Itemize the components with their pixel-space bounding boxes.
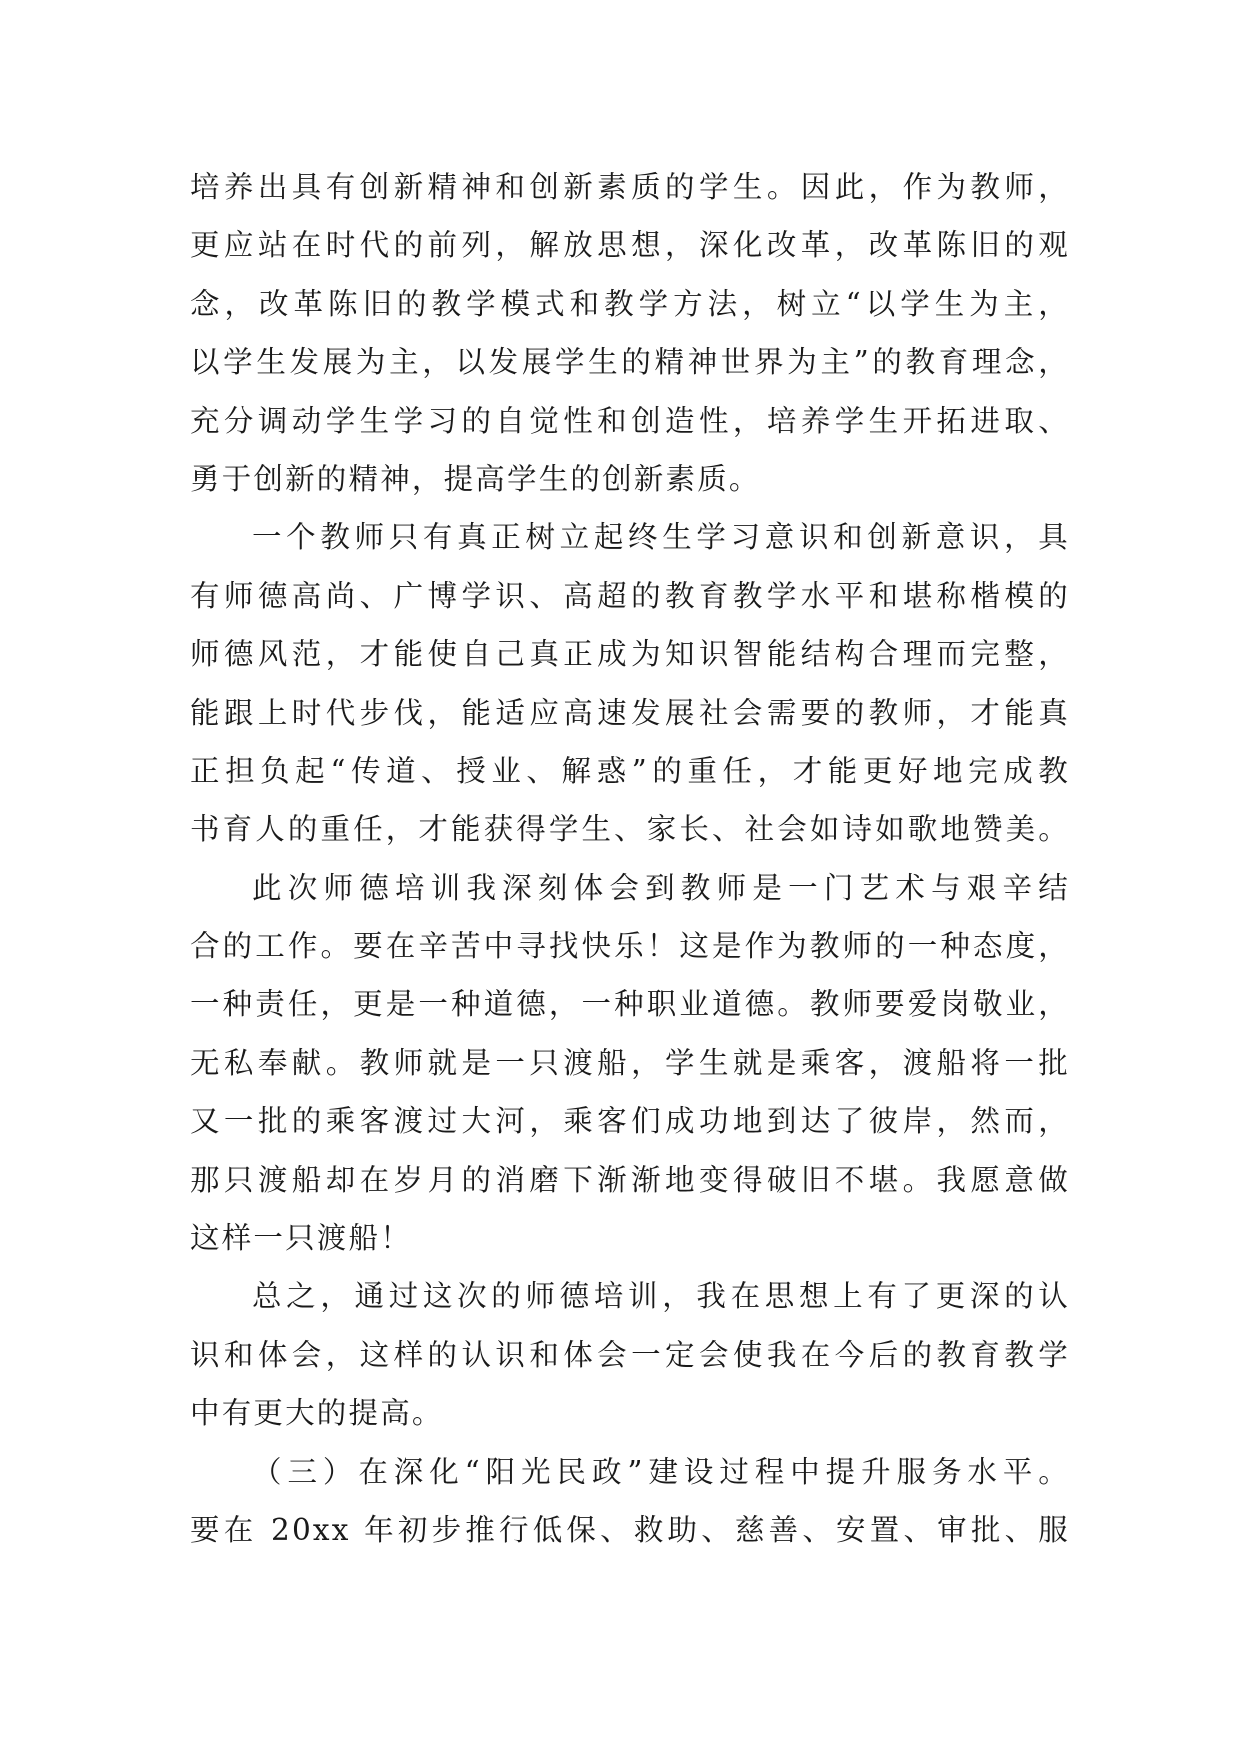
- paragraph-3-line-3: 一种责任，更是一种道德，一种职业道德。教师要爱岗敬业，: [190, 987, 1070, 1022]
- paragraph-2-line-2: 有师德高尚、广博学识、高超的教育教学水平和堪称楷模的: [190, 578, 1070, 613]
- text-line-6: 勇于创新的精神，提高学生的创新素质。: [190, 461, 761, 496]
- paragraph-3-line-5: 又一批的乘客渡过大河，乘客们成功地到达了彼岸，然而，: [190, 1104, 1070, 1139]
- text-line-5: 充分调动学生学习的自觉性和创造性，培养学生开拓进取、: [190, 403, 1070, 438]
- paragraph-3-line-1: 此次师德培训我深刻体会到教师是一门艺术与艰辛结: [252, 870, 1070, 905]
- section-heading-line: （三）在深化“阳光民政”建设过程中提升服务水平。: [252, 1454, 1070, 1489]
- paragraph-3-line-4: 无私奉献。教师就是一只渡船，学生就是乘客，渡船将一批: [190, 1045, 1070, 1080]
- document-body: [190, 158, 1070, 1559]
- paragraph-3-line-2: 合的工作。要在辛苦中寻找快乐！这是作为教师的一种态度，: [190, 929, 1070, 964]
- paragraph-4-line-2: 识和体会，这样的认识和体会一定会使我在今后的教育教学: [190, 1337, 1070, 1372]
- paragraph-4-line-1: 总之，通过这次的师德培训，我在思想上有了更深的认: [252, 1279, 1070, 1314]
- paragraph-4-line-3: 中有更大的提高。: [190, 1396, 444, 1431]
- paragraph-2-line-5: 正担负起“传道、授业、解惑”的重任，才能更好地完成教: [190, 753, 1070, 788]
- paragraph-2-line-4: 能跟上时代步伐，能适应高速发展社会需要的教师，才能真: [190, 695, 1070, 730]
- text-line-3: 念，改革陈旧的教学模式和教学方法，树立“以学生为主，: [190, 286, 1070, 321]
- paragraph-2-line-6: 书育人的重任，才能获得学生、家长、社会如诗如歌地赞美。: [190, 812, 1070, 847]
- paragraph-3-line-6: 那只渡船却在岁月的消磨下渐渐地变得破旧不堪。我愿意做: [190, 1162, 1070, 1197]
- paragraph-3-line-7: 这样一只渡船！: [190, 1221, 412, 1256]
- text-line-2: 更应站在时代的前列，解放思想，深化改革，改革陈旧的观: [190, 228, 1070, 263]
- paragraph-2-line-1: 一个教师只有真正树立起终生学习意识和创新意识，具: [252, 520, 1070, 555]
- paragraph-2-line-3: 师德风范，才能使自己真正成为知识智能结构合理而完整，: [190, 637, 1070, 672]
- section-body-line-1: 要在 20xx 年初步推行低保、救助、慈善、安置、审批、服: [190, 1512, 1070, 1547]
- text-line-4: 以学生发展为主，以发展学生的精神世界为主”的教育理念，: [190, 345, 1070, 380]
- text-line-1: 培养出具有创新精神和创新素质的学生。因此，作为教师，: [190, 170, 1070, 204]
